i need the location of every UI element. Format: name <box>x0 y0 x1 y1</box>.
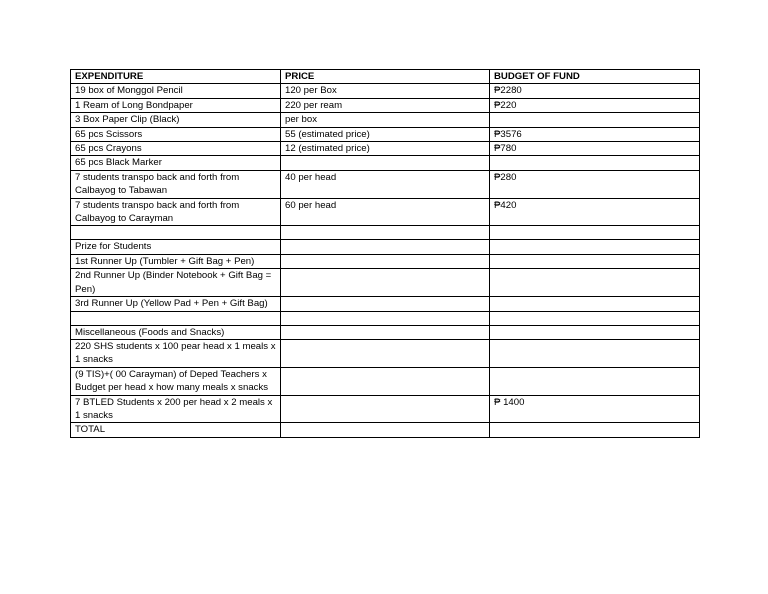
budget-table <box>70 69 700 438</box>
table-row <box>71 325 700 339</box>
table-row <box>71 170 700 198</box>
expenditure-cell: 65 pcs Black Marker <box>71 156 281 170</box>
table-row <box>71 395 700 423</box>
expenditure-cell: 1 Ream of Long Bondpaper <box>71 98 281 112</box>
expenditure-cell: Prize for Students <box>71 240 281 254</box>
price-cell <box>281 367 490 395</box>
table-row <box>71 226 700 240</box>
table-row <box>71 339 700 367</box>
table-header <box>71 70 700 84</box>
table-body <box>71 84 700 437</box>
price-cell: 120 per Box <box>281 84 490 98</box>
expenditure-cell <box>71 226 281 240</box>
table-row <box>71 423 700 437</box>
budget-cell <box>490 339 700 367</box>
header-row <box>71 70 700 84</box>
table-row <box>71 198 700 226</box>
budget-cell <box>490 367 700 395</box>
table-row <box>71 84 700 98</box>
price-cell <box>281 226 490 240</box>
table-row <box>71 269 700 297</box>
price-cell <box>281 339 490 367</box>
budget-cell <box>490 325 700 339</box>
header-budget-of-fund: BUDGET OF FUND <box>490 70 700 84</box>
budget-cell: ₱220 <box>490 98 700 112</box>
expenditure-cell: 2nd Runner Up (Binder Notebook + Gift Bag = Pen) <box>71 269 281 297</box>
expenditure-cell: TOTAL <box>71 423 281 437</box>
budget-cell <box>490 226 700 240</box>
price-cell <box>281 254 490 268</box>
table-row <box>71 98 700 112</box>
table-row <box>71 240 700 254</box>
price-cell: 40 per head <box>281 170 490 198</box>
expenditure-cell: (9 TIS)+( 00 Carayman) of Deped Teachers x Budget per head x how many meals x snacks <box>71 367 281 395</box>
price-cell <box>281 395 490 423</box>
price-cell <box>281 325 490 339</box>
budget-cell <box>490 113 700 127</box>
price-cell <box>281 297 490 311</box>
budget-cell: ₱420 <box>490 198 700 226</box>
price-cell: 12 (estimated price) <box>281 142 490 156</box>
price-cell: 55 (estimated price) <box>281 127 490 141</box>
expenditure-cell: 19 box of Monggol Pencil <box>71 84 281 98</box>
budget-cell <box>490 240 700 254</box>
budget-cell: ₱3576 <box>490 127 700 141</box>
expenditure-cell: 3rd Runner Up (Yellow Pad + Pen + Gift Bag) <box>71 297 281 311</box>
budget-cell <box>490 156 700 170</box>
price-cell: per box <box>281 113 490 127</box>
expenditure-cell: 3 Box Paper Clip (Black) <box>71 113 281 127</box>
header-expenditure: EXPENDITURE <box>71 70 281 84</box>
expenditure-cell: 7 BTLED Students x 200 per head x 2 meals x 1 snacks <box>71 395 281 423</box>
expenditure-cell: 65 pcs Crayons <box>71 142 281 156</box>
price-cell <box>281 311 490 325</box>
table-row <box>71 127 700 141</box>
budget-cell <box>490 423 700 437</box>
budget-cell <box>490 297 700 311</box>
table-row <box>71 367 700 395</box>
table-row <box>71 311 700 325</box>
budget-cell <box>490 269 700 297</box>
header-price: PRICE <box>281 70 490 84</box>
expenditure-cell <box>71 311 281 325</box>
expenditure-cell: 1st Runner Up (Tumbler + Gift Bag + Pen) <box>71 254 281 268</box>
expenditure-cell: 7 students transpo back and forth from Calbayog to Tabawan <box>71 170 281 198</box>
budget-cell <box>490 254 700 268</box>
budget-cell: ₱780 <box>490 142 700 156</box>
price-cell: 220 per ream <box>281 98 490 112</box>
budget-cell: ₱280 <box>490 170 700 198</box>
expenditure-cell: 65 pcs Scissors <box>71 127 281 141</box>
table-row <box>71 156 700 170</box>
expenditure-cell: 7 students transpo back and forth from Calbayog to Carayman <box>71 198 281 226</box>
price-cell <box>281 156 490 170</box>
price-cell <box>281 269 490 297</box>
table-row <box>71 142 700 156</box>
budget-cell <box>490 311 700 325</box>
table-row <box>71 254 700 268</box>
price-cell <box>281 423 490 437</box>
expenditure-cell: 220 SHS students x 100 pear head x 1 meals x 1 snacks <box>71 339 281 367</box>
table-row <box>71 113 700 127</box>
price-cell: 60 per head <box>281 198 490 226</box>
budget-cell: ₱2280 <box>490 84 700 98</box>
table-row <box>71 297 700 311</box>
price-cell <box>281 240 490 254</box>
expenditure-cell: Miscellaneous (Foods and Snacks) <box>71 325 281 339</box>
budget-cell: ₱ 1400 <box>490 395 700 423</box>
